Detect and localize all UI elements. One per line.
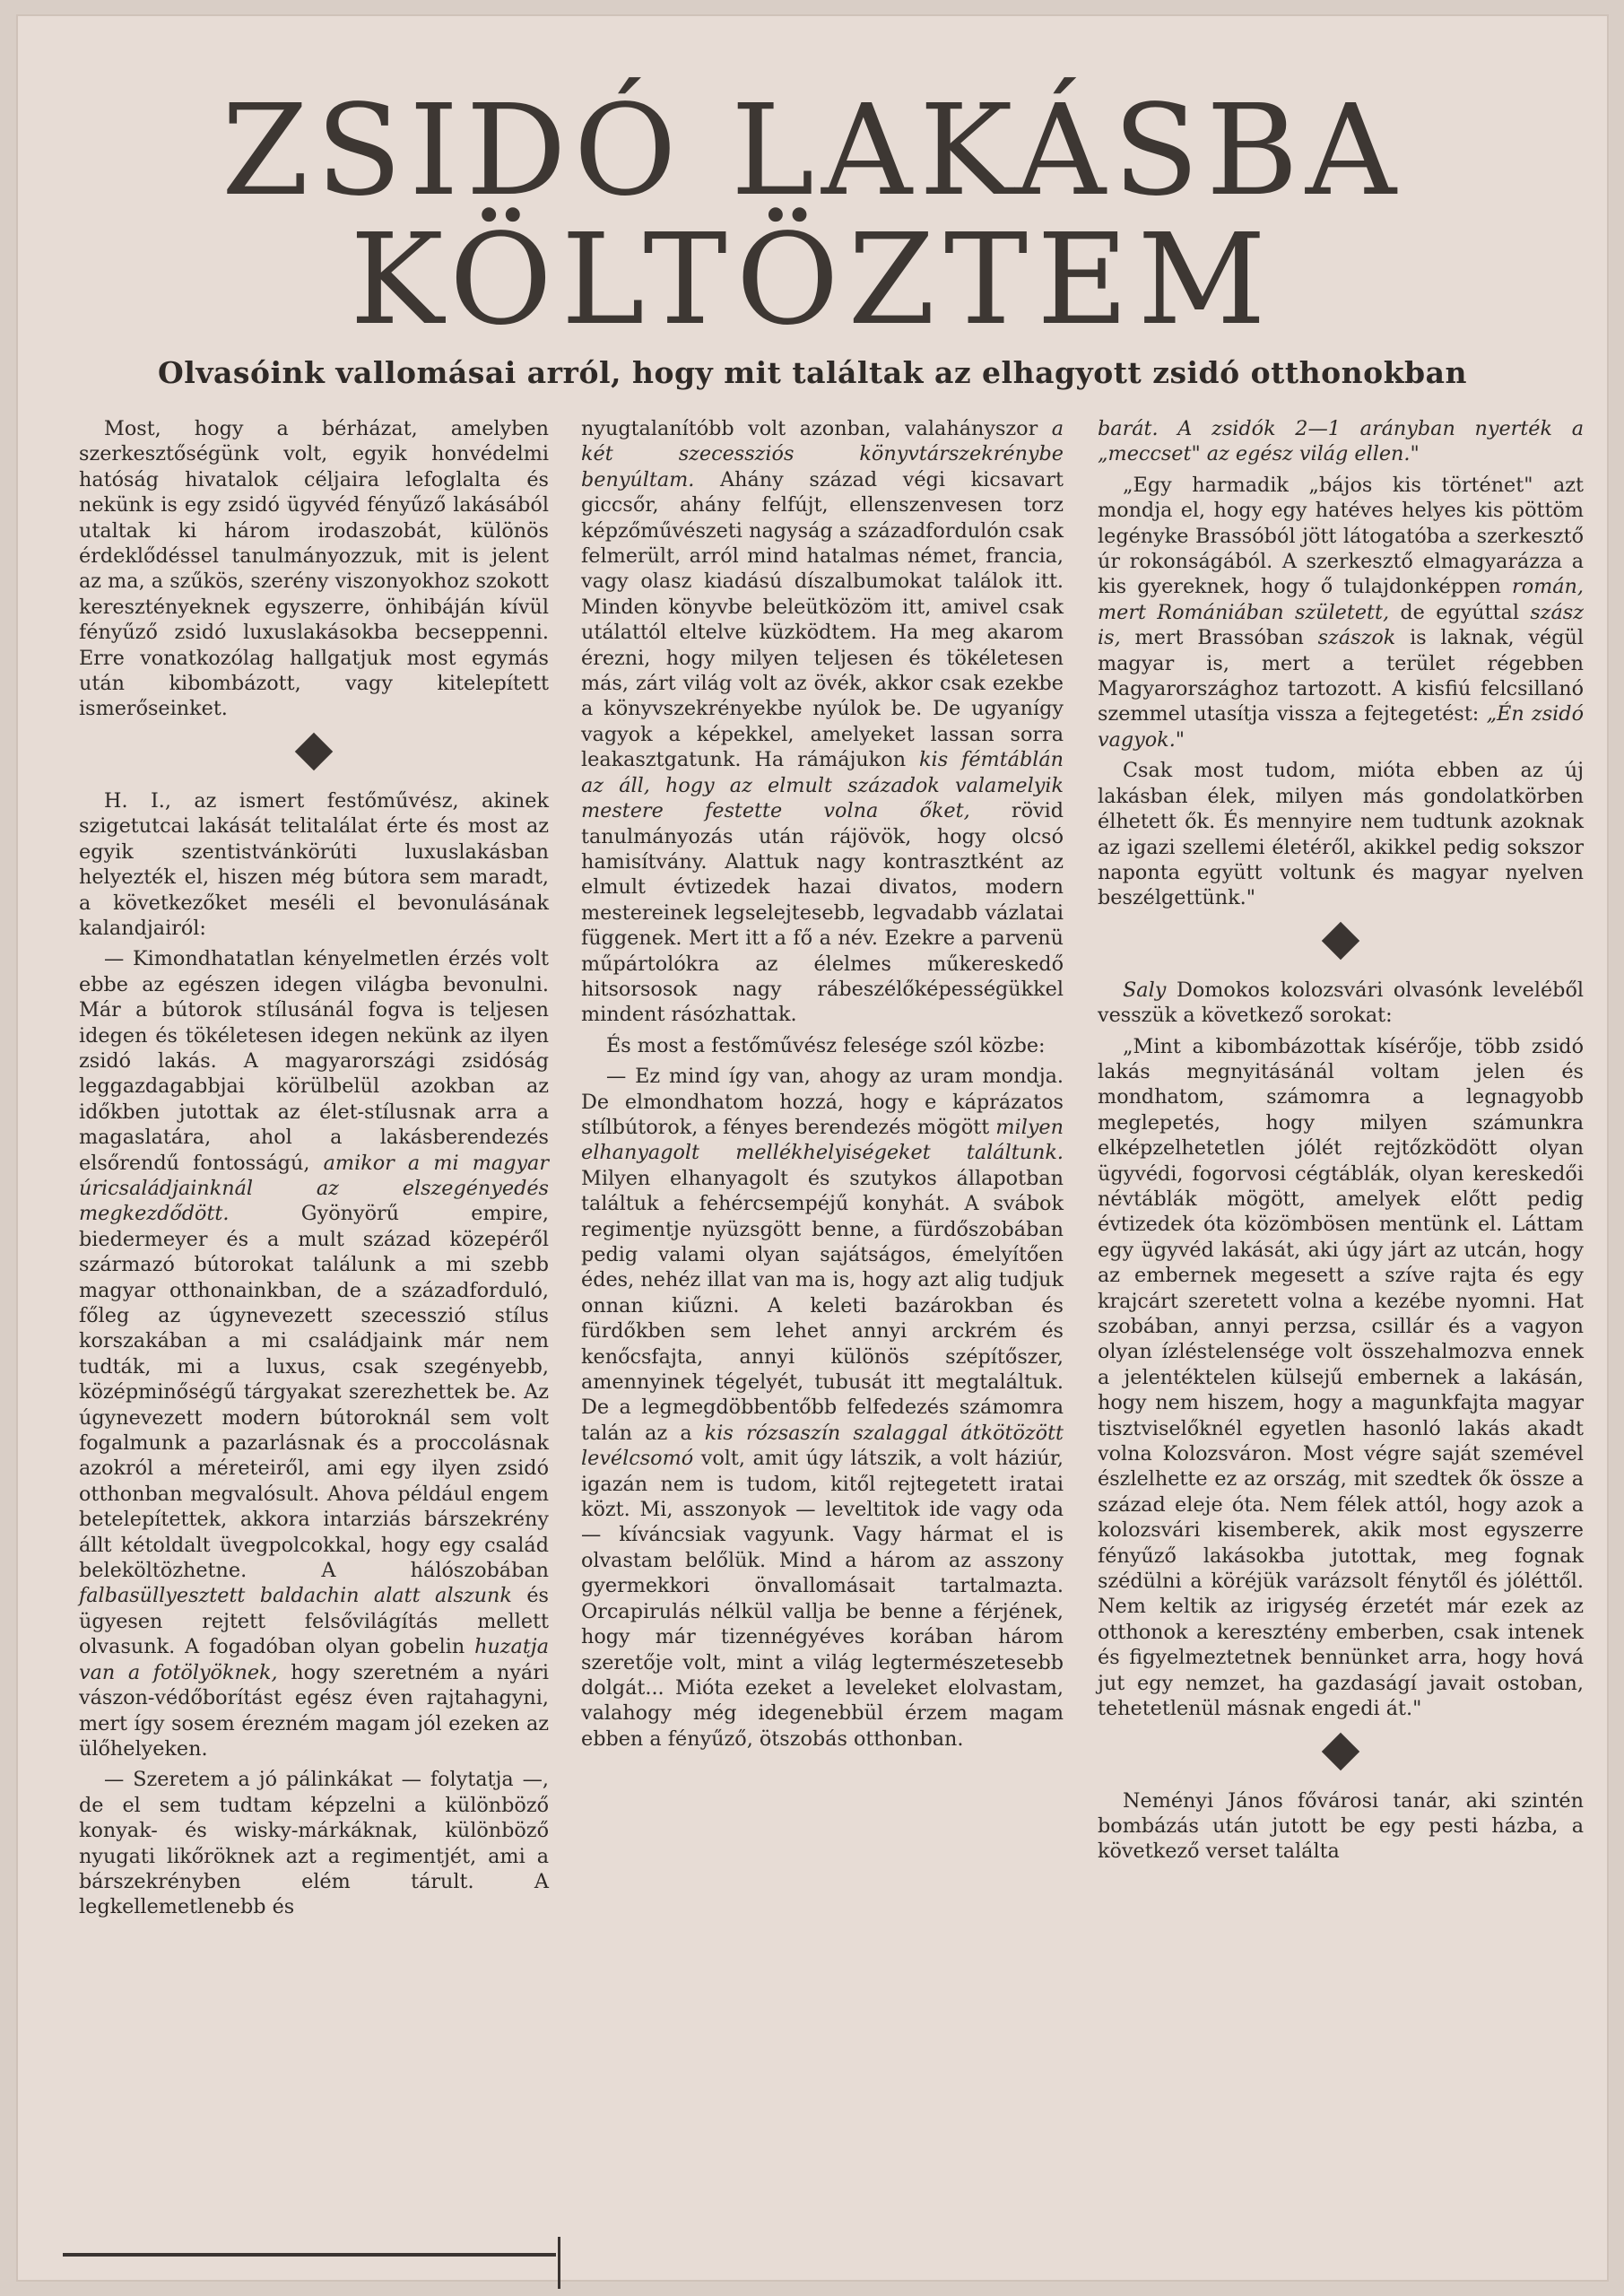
italic-run: „Én zsidó vagyok." bbox=[1098, 702, 1585, 752]
text-run: de egyúttal bbox=[1400, 600, 1519, 624]
italic-run: szászok bbox=[1317, 626, 1396, 650]
text-run: Milyen elhanyagolt és szutykos állapotban találtuk a fehércsempéjű konyhát. A svábok regimentje nyüzsgött benne, a fürdőszobában pedig valami olyan sajátságos, émelyítően édes, nehéz illat van ma is, hogy azt alig tudjuk onnan kiűzni. A keleti bazárokban és fürdőkben sem lehet annyi arckrém és kenőcsfajta, annyi különös szépítőszer, amennyinek tégelyét, tubusát itt megtaláltuk. De a legmegdöbbentőbb felfedezés számomra talán az a bbox=[581, 1166, 1064, 1445]
text-run: volt, amit úgy látszik, a volt háziúr, igazán nem is tudom, kitől rejtegetett iratai közt. Mi, asszonyok — leveltitok ide vagy oda — kíváncsiak vagyunk. Vagy hármat el is olvastam belőlük. Mind a három az asszony gyermekkori önvallomásait tartalmazta. Orcapirulás nélkül vallja be benne a férjének, hogy már tizennégyéves korában három szeretője volt, mint a világ legtermészetesebb dolgát... Mióta ezeket a leveleket elolvastam, valahogy még idegenebbül érzem magam ebben a fényűző, ötszobás otthonban. bbox=[581, 1447, 1064, 1751]
paragraph bbox=[1098, 416, 1584, 467]
section-divider-icon bbox=[295, 733, 333, 770]
text-run: " bbox=[1410, 442, 1420, 466]
text-run: — Ez mind így van, ahogy az uram mondja. De elmondhatom hozzá, hogy e káprázatos stílbútorok, a fényes berendezés mögött bbox=[581, 1065, 1064, 1139]
subtitle: Olvasóink vallomásai arról, hogy mit találtak az elhagyott zsidó otthonokban bbox=[158, 355, 1467, 390]
newspaper-page bbox=[16, 14, 1609, 2282]
text-run: Domokos kolozsvári olvasónk leveléből vesszük a következő sorokat: bbox=[1098, 978, 1584, 1028]
headline-line-1: ZSIDÓ LAKÁSBA bbox=[221, 78, 1403, 224]
column-1 bbox=[79, 416, 549, 1926]
text-run: mert Brassóban bbox=[1134, 626, 1304, 650]
text-run: és ügyesen rejtett felsővilágítás mellett olvasunk. A fogadóban olyan gobelin bbox=[79, 1584, 549, 1659]
text-run: is laknak, végül magyar is, mert a terület régebben Magyarországhoz tartozott. A kisfiú felcsillanó szemmel utasítja vissza a fejtegetést: bbox=[1098, 626, 1584, 726]
text-run: hogy szeretném a nyári vászon-védőborítást egész éven rajtahagyni, mert így sosem érezném magam jól ezeken az ülőhelyeken. bbox=[79, 1660, 549, 1761]
text-run: Ahány század végi kicsavart giccsőr, ahány felfújt, ellenszenvesen torz képzőművészeti nagyság a századfordulón csak felmerült, arról mind hatalmas német, francia, vagy olasz kiadású díszalbumokat találok itt. Minden könyvbe beleütközöm itt, amivel csak utálattól eltelve küzködtem. Ha meg akarom érezni, hogy milyen teljesen és tökéletesen más, zárt világ volt az övék, akkor csak ezekbe a könyvszekrényekbe nyúlok be. De ugyanígy vagyok a képekkel, amelyeket lassan sorra leakasztgatunk. Ha rámájukon bbox=[581, 467, 1064, 772]
paragraph bbox=[1098, 978, 1584, 1029]
paragraph: H. I., az ismert festőművész, akinek szigetutcai lakását telitalálat érte és most az egyik szentistvánkörúti luxuslakásban helyezték el, hiszen még bútora sem maradt, a következőket meséli el bevonulásának kalandjairól: bbox=[79, 788, 549, 940]
paragraph: „Mint a kibombázottak kísérője, több zsidó lakás megnyitásánál voltam jelen és mondhatom, számomra a legnagyobb meglepetés, hogy milyen számunkra elképzelhetetlen jólét rejtőzködött olyan ügyvédi, fogorvosi cégtáblák, olyan kereskedői névtáblák mögött, amelyek előtt pedig évtizedek óta közömbösen mentünk el. Láttam egy ügyvéd lakását, aki úgy járt az utcán, hogy az embernek megesett a szíve rajta és egy krajcárt szeretett volna a kezébe nyomni. Hat szobában, annyi perzsa, csillár és a vagyon olyan ízléstelensége volt összehalmozva ennek a jelentéktelen külsejű embernek a lakásán, hogy nem hiszem, hogy a magunkfajta magyar tisztviselőknél egyetlen hasonló lakás akadt volna Kolozsváron. Most végre saját szemével észlelhette ez az ország, mit szedtek ők össze a század eleje óta. Nem félek attól, hogy azok a kolozsvári kisemberek, akik most egyszerre fényűző lakásokba jutottak, meg fognak szédülni a köréjük varázsolt fénytől és jóléttől. Nem keltik az irigység érzetét már ezek az otthonok a keresztény emberben, csak intenek és figyelmeztetnek bennünket arra, hogy hová jut egy nemzet, ha gazdaságí javait ostoban, tehetetlenül másnak engedi át." bbox=[1098, 1034, 1584, 1721]
italic-run: román, mert Romániában született, bbox=[1098, 575, 1584, 624]
italic-run: barát. A zsidók 2—1 arányban nyerték a „meccset" az egész világ ellen. bbox=[1098, 417, 1584, 466]
italic-run: huzatja van a fotölyöknek, bbox=[79, 1635, 549, 1684]
paragraph: Most, hogy a bérházat, amelyben szerkesztőségünk volt, egyik honvédelmi hatóság hivatalok céljaira lefoglalta és nekünk is egy zsidó ügyvéd fényűző lakásából utaltak ki három irodaszobát, különös érdeklődéssel tanulmányozzuk, mit is jelent az ma, a szűkös, szerény viszonyokhoz szokott keresztényeknek egyszerre, önhibáján kívül fényűző zsidó luxuslakásokba becseppenni. Erre vonatkozólag hallgatjuk most egymás után kibombázott, vagy kitelepített ismerőseinket. bbox=[79, 417, 549, 721]
italic-run: kis fémtáblán az áll, hogy az elmult századok valamelyik mestere festette volna őket, bbox=[581, 748, 1064, 823]
italic-run: milyen elhanyagolt mellékhelyiségeket találtunk. bbox=[581, 1115, 1064, 1165]
italic-run: kis rózsaszín szalaggal átkötözött levélcsomó bbox=[581, 1421, 1064, 1471]
italic-run: amikor a mi magyar úricsaládjainknál az elszegényedés megkezdődött. bbox=[79, 1151, 550, 1226]
paragraph: — Szeretem a jó pálinkákat — folytatja —, de el sem tudtam képzelni a különböző konyak- és wisky-márkáknak, különböző nyugati likőröknek azt a regimentjét, ami a bárszekrényben elém tárult. A legkellemetlenebb és bbox=[79, 1768, 549, 1919]
italic-run: Saly bbox=[1123, 978, 1167, 1002]
italic-run: szász is, bbox=[1098, 600, 1585, 650]
italic-run: falbasüllyesztett baldachin alatt alszunk bbox=[79, 1584, 512, 1608]
paragraph: Neményi János fővárosi tanár, aki szintén bombázás után jutott be egy pesti házba, a következő verset találta bbox=[1098, 1788, 1584, 1864]
italic-run: a két szecessziós könyvtárszekrénybe benyúltam. bbox=[581, 417, 1064, 491]
section-divider-icon bbox=[1322, 922, 1359, 960]
paragraph bbox=[79, 946, 549, 1761]
paragraph bbox=[1098, 473, 1584, 752]
paragraph bbox=[581, 1064, 1064, 1752]
section-divider-icon bbox=[1322, 1732, 1359, 1770]
headline-line-2: KÖLTÖZTEM bbox=[350, 207, 1275, 353]
paragraph: És most a festőművész felesége szól közbe: bbox=[606, 1033, 1046, 1057]
text-run: „Egy harmadik „bájos kis történet" azt mondja el, hogy egy hatéves helyes kis pöttöm legényke Brassóból jött látogatóba a szerkesztő úr rokonságából. A szerkesztő elmagyarázza a kis gyereknek, hogy ő tulajdonképpen bbox=[1098, 473, 1584, 599]
column-3 bbox=[1098, 416, 1584, 1870]
text-run: rövid tanulmányozás után rájövök, hogy olcsó hamisítvány. Alattuk nagy kontrasztként az elmult évtizedek hazai divatos, modern mestereinek legselejtesebb, legvadabb vázlatai függenek. Mert itt a fő a név. Ezekre a parvenü műpártolókra az élelmes műkereskedő hitsorsosok nagy rábeszélőképességükkel mindent rásózhattak. bbox=[581, 799, 1064, 1027]
text-run: Gyönyörű empire, biedermeyer és a mult század közepéről származó bútorokat találunk a mi szebb magyar otthonainkban, de a századforduló, főleg az úgynevezett szecesszió stílus korszakában a mi családjaink már nem tudták, mi a luxus, csak szegényebb, középminőségű tárgyakat szerezhettek be. Az úgynevezett modern bútoroknál sem volt fogalmunk a pazarlásnak és a proccolásnak azokról a méreteiről, ami egy ilyen zsidó otthonban megvalósult. Ahova például engem betelepítettek, akkora intarziás bárszekrény állt kétoldalt üvegpolcokkal, hogy egy család beleköltözhetne. A hálószobában bbox=[79, 1202, 549, 1583]
column-rule bbox=[558, 2237, 560, 2289]
paragraph: Csak most tudom, mióta ebben az új lakásban élek, milyen más gondolatkörben élhetett ők. És mennyire nem tudtunk azoknak az igazi szellemi életéről, akikkel pedig sokszor naponta együtt voltunk és magyar nyelven beszélgettünk." bbox=[1098, 759, 1584, 910]
text-run: nyugtalanítóbb volt azonban, valahányszor bbox=[581, 417, 1038, 440]
text-run: — Kimondhatatlan kényelmetlen érzés volt ebbe az egészen idegen világba bevonulni. Már a bútorok stílusánál fogva is teljesen idegen és tökéletesen idegen nekünk az ilyen zsidó lakás. A magyarországi zsidóság leggazdagabbjai körülbelül azokban az időkben jutottak az élet-stílusnak arra a magaslatára, ahol a lakásberendezés elsőrendű fontosságú, bbox=[79, 947, 549, 1175]
paragraph bbox=[581, 416, 1064, 1028]
bottom-rule bbox=[63, 2253, 556, 2257]
column-2 bbox=[581, 416, 1064, 1757]
